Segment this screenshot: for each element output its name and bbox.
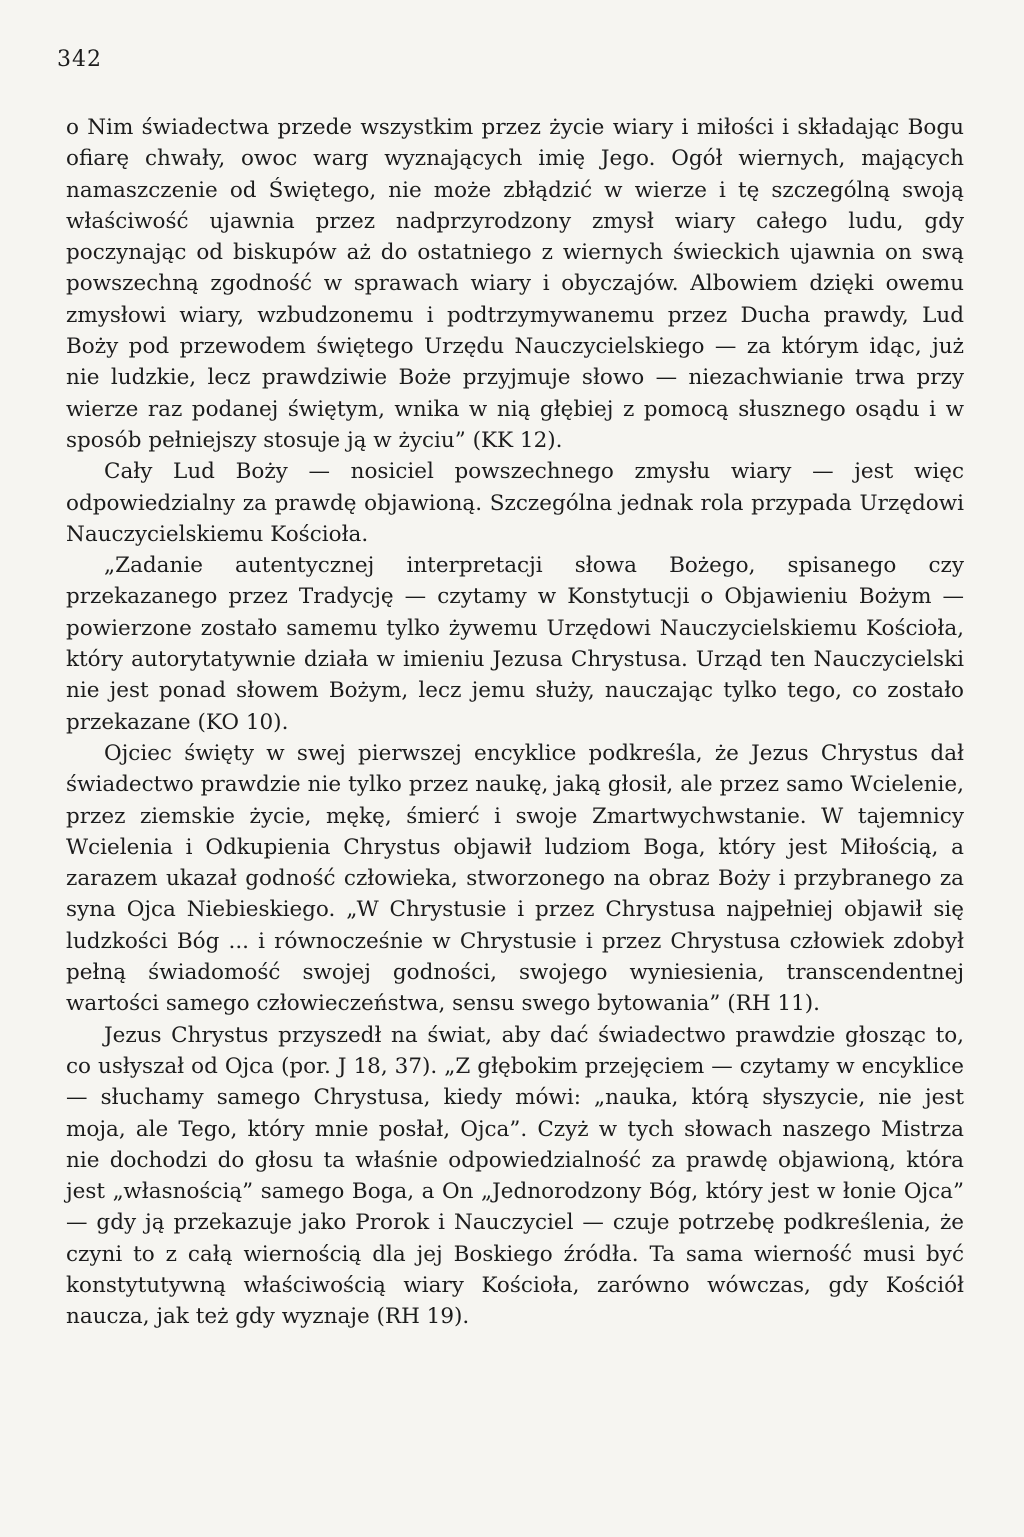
paragraph: Cały Lud Boży — nosiciel powszechnego zmysłu wiary — jest więc odpowiedzialny za prawdę objawioną. Szczególna jednak rola przypada Urzędowi Nauczycielskiemu Kościoła.	[66, 459, 964, 547]
paragraph-continued: o Nim świadectwa przede wszystkim przez życie wiary i miłości i składając Bogu ofiarę chwały, owoc warg wyznających imię Jego. Ogół wiernych, mających namaszczenie od Świętego, nie może zbłądzić w wierze i tę szczególną swoją właściwość ujawnia przez nadprzyrodzony zmysł wiary całego ludu, gdy poczynając od biskupów aż do ostatniego z wiernych świeckich ujawnia on swą powszechną zgodność w sprawach wiary i obyczajów. Albowiem dzięki owemu zmysłowi wiary, wzbudzonemu i podtrzymywanemu przez Ducha prawdy, Lud Boży pod przewodem świętego Urzędu Nauczycielskiego — za którym idąc, już nie ludzkie, lecz prawdziwie Boże przyjmuje słowo — niezachwianie trwa przy wierze raz podanej świętym, wnika w nią głębiej z pomocą słusznego osądu i w sposób pełniejszy stosuje ją w życiu” (KK 12).	[66, 115, 964, 453]
body-text	[66, 112, 964, 1333]
paragraph: „Zadanie autentycznej interpretacji słowa Bożego, spisanego czy przekazanego przez Tradycję — czytamy w Konstytucji o Objawieniu Bożym — powierzone zostało samemu tylko żywemu Urzędowi Nauczycielskiemu Kościoła, który autorytatywnie działa w imieniu Jezusa Chrystusa. Urząd ten Nauczycielski nie jest ponad słowem Bożym, lecz jemu służy, nauczając tylko tego, co zostało przekazane (KO 10).	[66, 553, 964, 735]
paragraph: Ojciec święty w swej pierwszej encyklice podkreśla, że Jezus Chrystus dał świadectwo prawdzie nie tylko przez naukę, jaką głosił, ale przez samo Wcielenie, przez ziemskie życie, mękę, śmierć i swoje Zmartwychwstanie. W tajemnicy Wcielenia i Odkupienia Chrystus objawił ludziom Boga, który jest Miłością, a zarazem ukazał godność człowieka, stworzonego na obraz Boży i przybranego za syna Ojca Niebieskiego. „W Chrystusie i przez Chrystusa najpełniej objawił się ludzkości Bóg ... i równocześnie w Chrystusie i przez Chrystusa człowiek zdobył pełną świadomość swojej godności, swojego wyniesienia, transcendentnej wartości samego człowieczeństwa, sensu swego bytowania” (RH 11).	[66, 740, 964, 1017]
paragraph: Jezus Chrystus przyszedł na świat, aby dać świadectwo prawdzie głosząc to, co usłyszał od Ojca (por. J 18, 37). „Z głębokim przejęciem — czytamy w encyklice — słuchamy samego Chrystusa, kiedy mówi: „nauka, którą słyszycie, nie jest moja, ale Tego, który mnie posłał, Ojca”. Czyż w tych słowach naszego Mistrza nie dochodzi do głosu ta właśnie odpowiedzialność za prawdę objawioną, która jest „własnością” samego Boga, a On „Jednorodzony Bóg, który jest w łonie Ojca” — gdy ją przekazuje jako Prorok i Nauczyciel — czuje potrzebę podkreślenia, że czyni to z całą wiernością dla jej Boskiego źródła. Ta sama wierność musi być konstytutywną właściwością wiary Kościoła, zarówno wówczas, gdy Kościół naucza, jak też gdy wyznaje (RH 19).	[66, 1022, 964, 1330]
page-number: 342	[57, 47, 102, 72]
